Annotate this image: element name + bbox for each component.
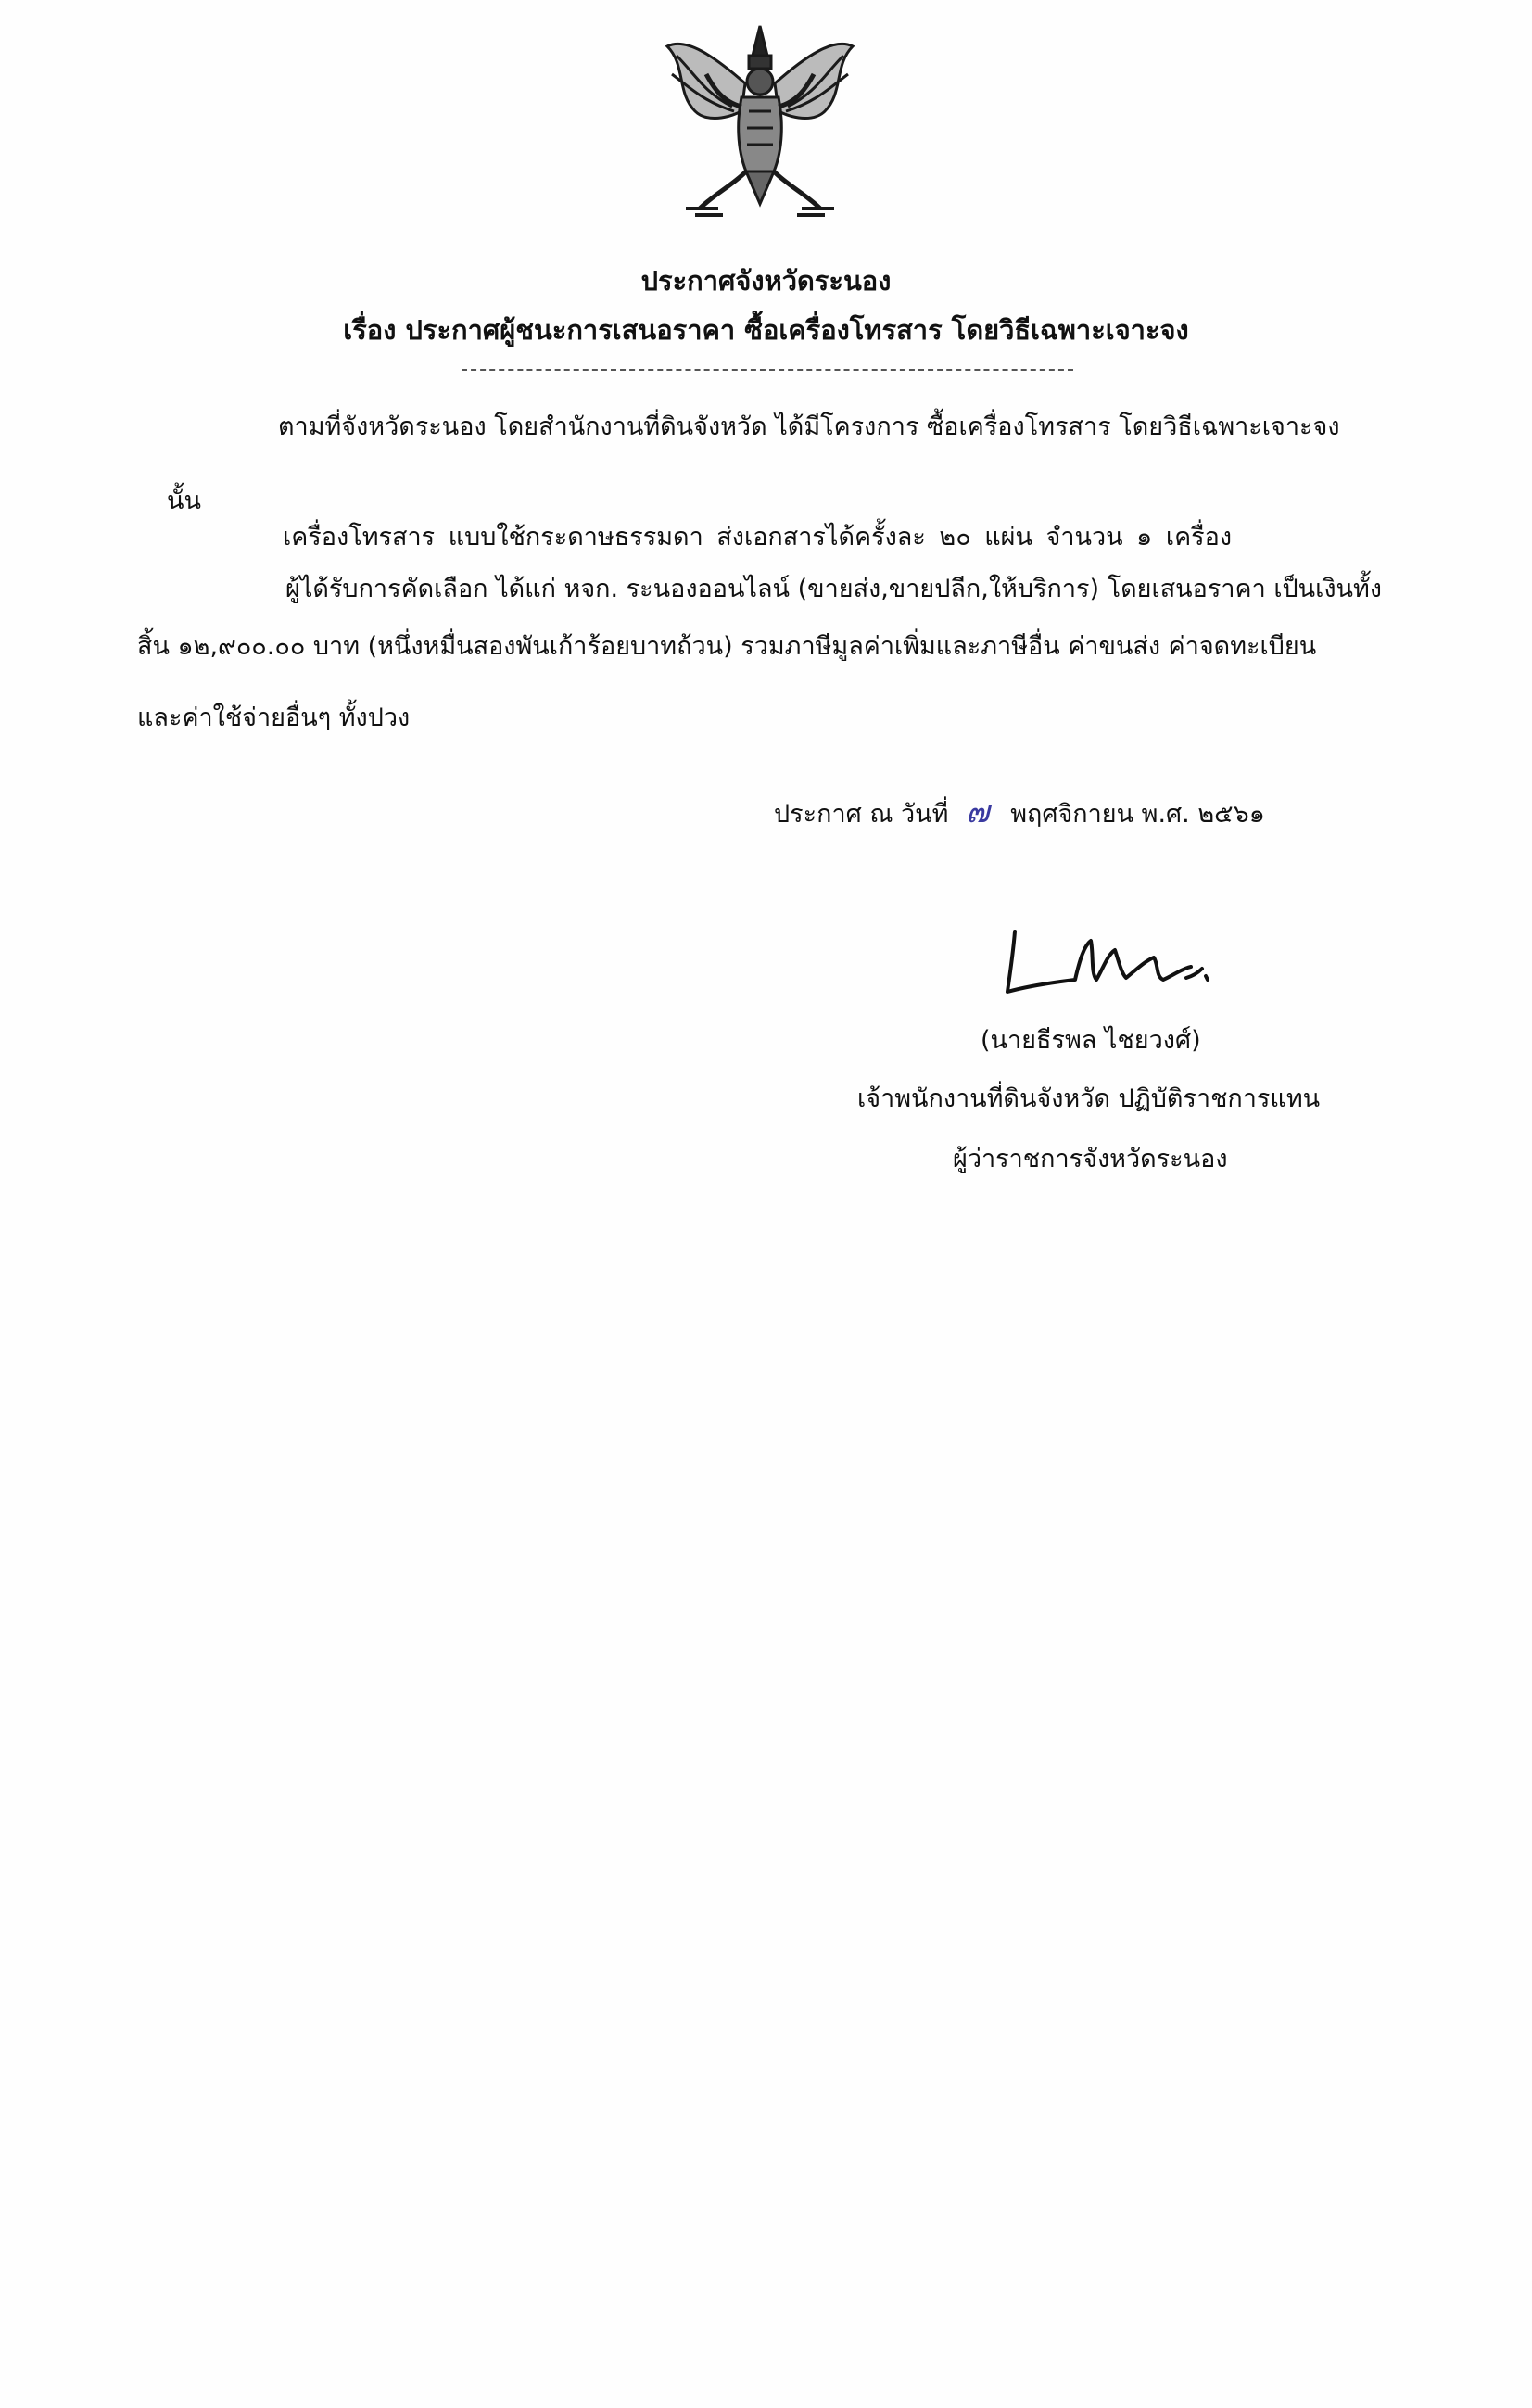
signatory-position: เจ้าพนักงานที่ดินจังหวัด ปฏิบัติราชการแทน [857, 1084, 1321, 1113]
body-intro-end: นั้น [167, 487, 201, 515]
announcement-date [774, 795, 1265, 831]
handwritten-signature [987, 904, 1219, 1006]
signatory-governor: ผู้ว่าราชการจังหวัดระนอง [953, 1145, 1228, 1173]
date-month-year: พฤศจิกายน พ.ศ. ๒๕๖๑ [1010, 800, 1265, 829]
document-subject: เรื่อง ประกาศผู้ชนะการเสนอราคา ซื้อเครื่องโทรสาร โดยวิธีเฉพาะเจาะจง [343, 314, 1189, 346]
garuda-emblem-icon [649, 19, 871, 232]
body-intro: ตามที่จังหวัดระนอง โดยสำนักงานที่ดินจังหวัด ได้มีโครงการ ซื้อเครื่องโทรสาร โดยวิธีเฉพาะเจาะจง [278, 412, 1340, 441]
signatory-name: (นายธีรพล ไชยวงศ์) [981, 1026, 1201, 1055]
body-winner: ผู้ได้รับการคัดเลือก ได้แก่ หจก. ระนองออนไลน์ (ขายส่ง,ขายปลีก,ให้บริการ) โดยเสนอราคา เป็นเงินทั้ง [285, 575, 1382, 603]
body-amount: สิ้น ๑๒,๙๐๐.๐๐ บาท (หนึ่งหมื่นสองพันเก้าร้อยบาทถ้วน) รวมภาษีมูลค่าเพิ่มและภาษีอื่น ค่าขนส่ง ค่าจดทะเบียน [137, 632, 1317, 661]
divider-line [462, 369, 1073, 371]
body-item: เครื่องโทรสาร แบบใช้กระดาษธรรมดา ส่งเอกสารได้ครั้งละ ๒๐ แผ่น จำนวน ๑ เครื่อง [283, 523, 1233, 551]
date-day-handwritten: ๗ [966, 793, 990, 830]
body-expenses: และค่าใช้จ่ายอื่นๆ ทั้งปวง [137, 703, 411, 732]
document-title: ประกาศจังหวัดระนอง [640, 265, 892, 297]
date-prefix: ประกาศ ณ วันที่ [774, 800, 949, 829]
